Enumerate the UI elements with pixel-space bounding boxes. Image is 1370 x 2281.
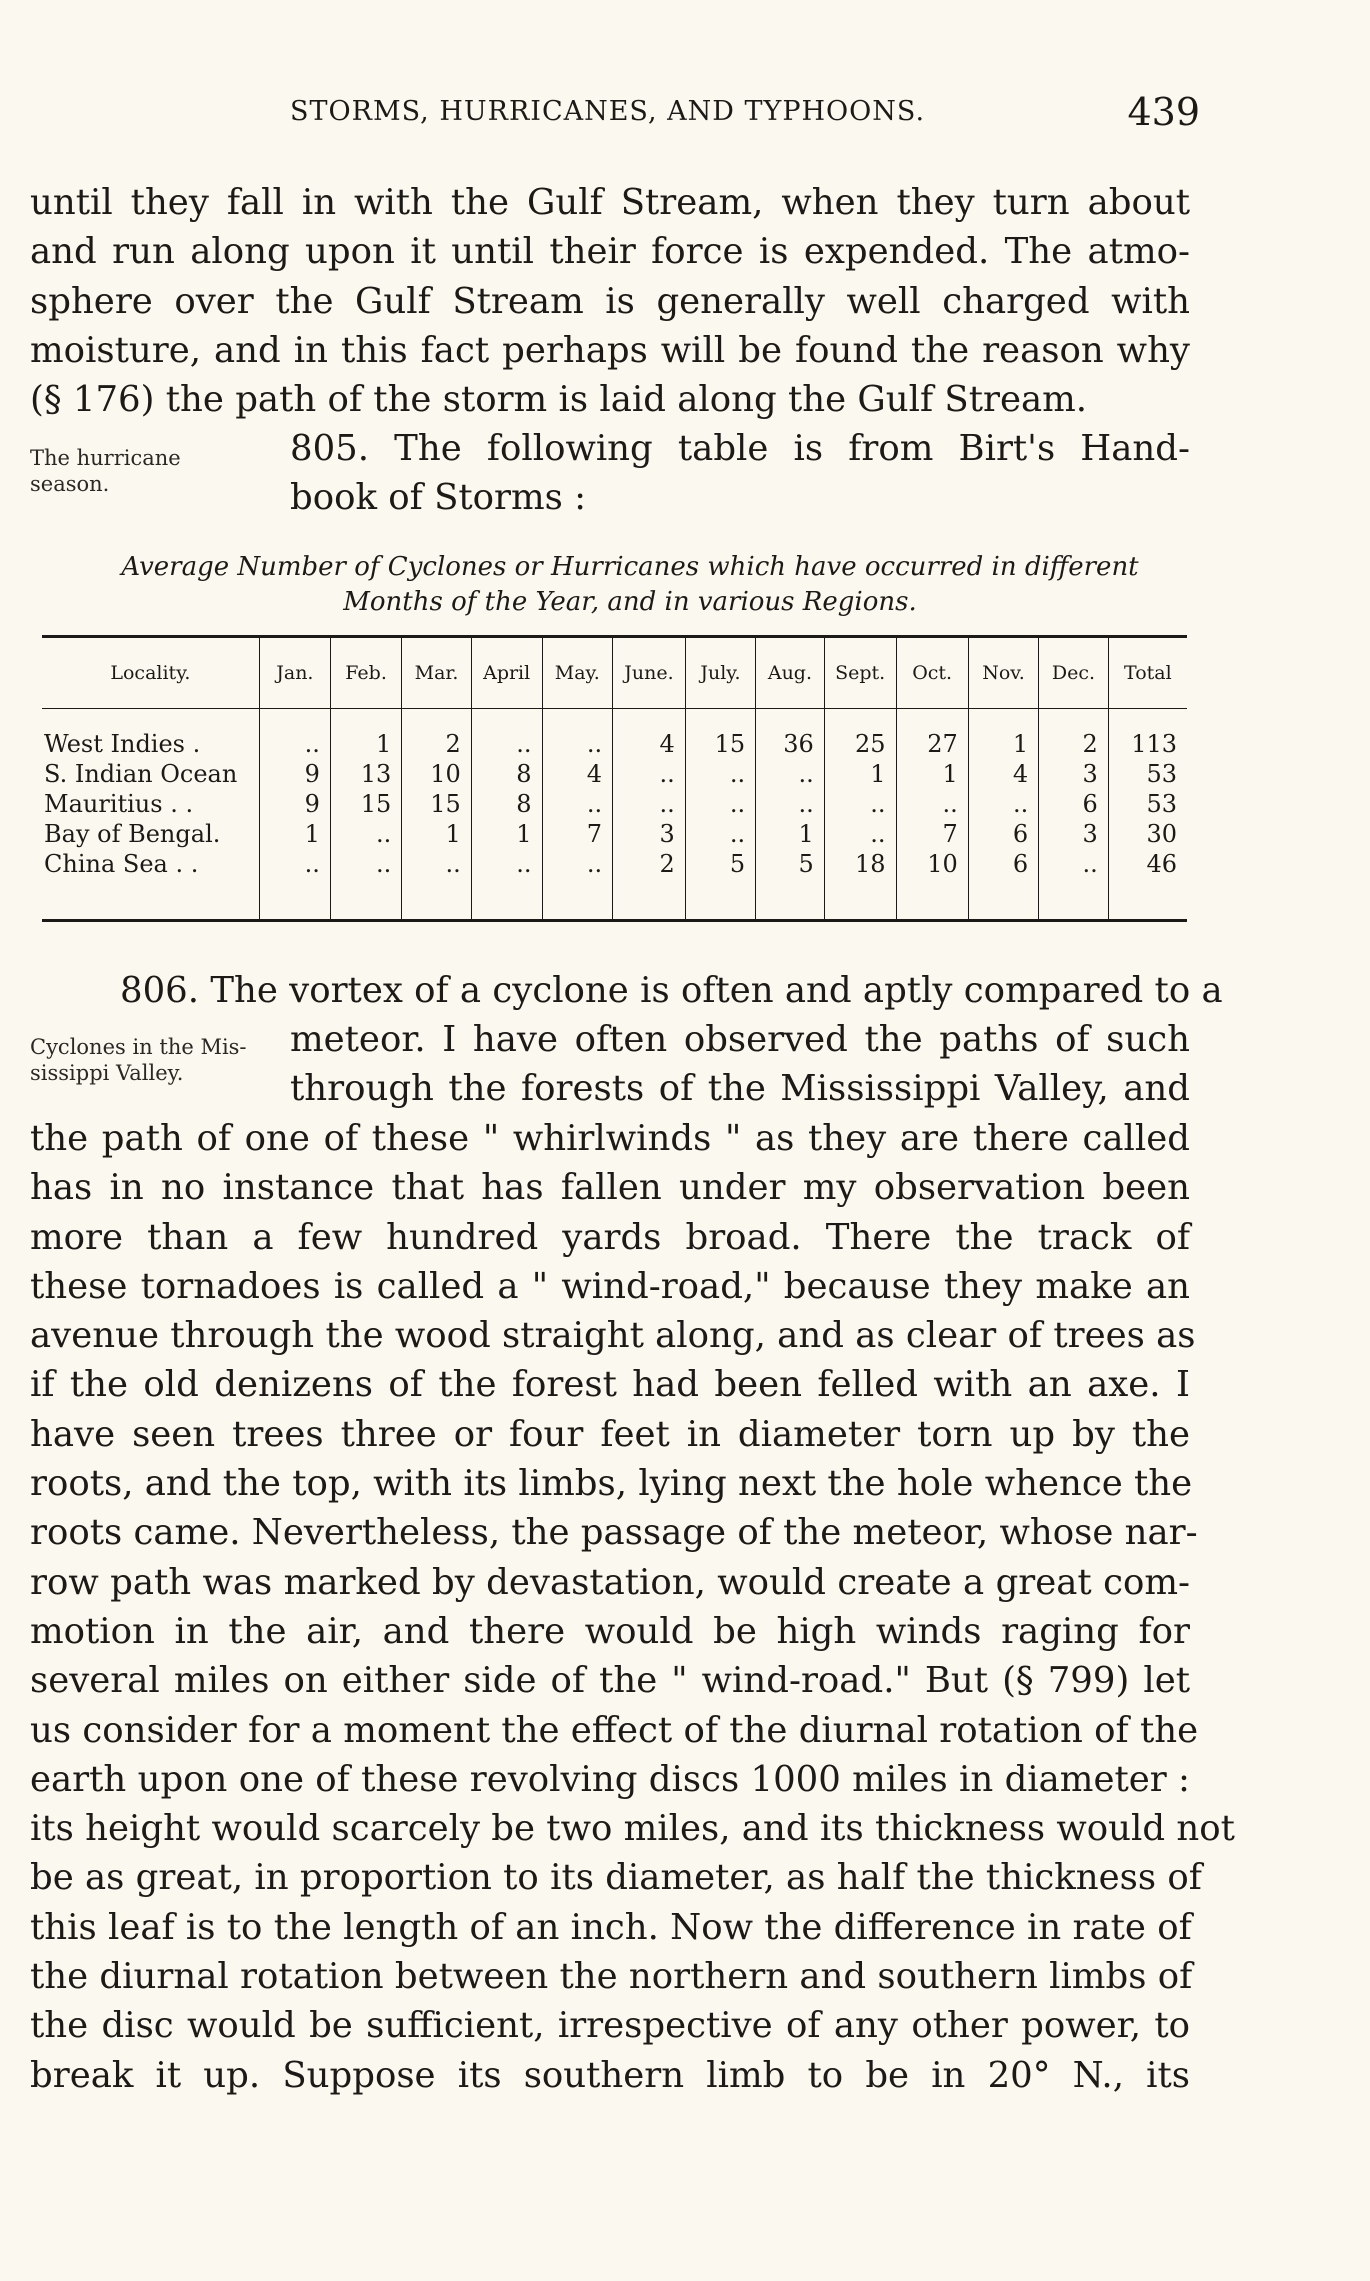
- table-cell: 9: [259, 789, 330, 819]
- text-line: and run along upon it until their force is expended. The atmo-: [30, 231, 1190, 273]
- text-line: (§ 176) the path of the storm is laid along the Gulf Stream.: [30, 379, 1088, 421]
- table-cell: ..: [685, 789, 755, 819]
- table-cell: 10: [896, 849, 968, 879]
- text-line: moisture, and in this fact perhaps will be found the reason why: [30, 329, 1190, 371]
- paragraph-806-body: [30, 1114, 1235, 2100]
- text-line: roots came. Nevertheless, the passage of the meteor, whose nar-: [30, 1512, 1198, 1554]
- column-header: July.: [685, 637, 755, 709]
- column-header: Aug.: [756, 637, 825, 709]
- column-header: Dec.: [1039, 637, 1109, 709]
- table-cell: Mauritius . .: [44, 790, 194, 818]
- table-cell: 4: [542, 759, 613, 789]
- table-cell: 4: [968, 759, 1038, 789]
- text-line: motion in the air, and there would be high winds raging for: [30, 1610, 1190, 1652]
- table-cell: 1: [402, 819, 472, 849]
- table-cell: 53: [1108, 759, 1187, 789]
- table-cell: 7: [542, 819, 613, 849]
- text-line: us consider for a moment the effect of the diurnal rotation of the: [30, 1709, 1199, 1751]
- margin-note-line: Cyclones in the Mis-: [30, 1035, 247, 1059]
- paragraph-continuation: [30, 178, 1190, 424]
- table-cell: 2: [402, 729, 472, 759]
- column-header: Mar.: [402, 637, 472, 709]
- table-cell: ..: [685, 819, 755, 849]
- table-cell: ..: [259, 729, 330, 759]
- table-row: [42, 789, 1187, 819]
- text-line: has in no instance that has fallen under my observation been: [30, 1167, 1190, 1209]
- table-cell: 3: [1039, 759, 1109, 789]
- table-cell: ..: [685, 759, 755, 789]
- table-cell: 8: [471, 789, 542, 819]
- table-spacer-row: [42, 709, 1187, 730]
- column-header: Oct.: [896, 637, 968, 709]
- text-line: break it up. Suppose its southern limb to be in 20° N., its: [30, 2054, 1190, 2096]
- table-body: [42, 709, 1187, 921]
- table-cell: 10: [402, 759, 472, 789]
- table-cell: 2: [613, 849, 686, 879]
- column-header: Locality.: [42, 637, 259, 709]
- margin-note-line: The hurricane: [30, 446, 181, 470]
- table-cell: 8: [471, 759, 542, 789]
- table-cell: 1: [330, 729, 401, 759]
- table-row: [42, 819, 1187, 849]
- table-cell: ..: [471, 849, 542, 879]
- table-cell: 2: [1039, 729, 1109, 759]
- table-cell: ..: [330, 819, 401, 849]
- text-line: sphere over the Gulf Stream is generally well charged with: [30, 280, 1190, 322]
- table-cell: ..: [613, 759, 686, 789]
- table-header-row: [42, 637, 1187, 709]
- text-line: until they fall in with the Gulf Stream, when they turn about: [30, 182, 1190, 223]
- paragraph-806-opening: [120, 966, 1223, 1015]
- table-cell: 53: [1108, 789, 1187, 819]
- table-cell: 36: [756, 729, 825, 759]
- table-cell: ..: [471, 729, 542, 759]
- text-line: 806. The vortex of a cyclone is often and aptly compared to a: [120, 970, 1223, 1011]
- table-cell: 113: [1108, 729, 1187, 759]
- table-cell: 1: [968, 729, 1038, 759]
- table-row: [42, 759, 1187, 789]
- table-cell: ..: [896, 789, 968, 819]
- table-cell: West Indies .: [44, 730, 201, 758]
- text-line: if the old denizens of the forest had been felled with an axe. I: [30, 1364, 1190, 1406]
- caption-line: Months of the Year, and in various Regions.: [343, 587, 917, 617]
- paragraph-805: [290, 424, 1190, 523]
- table-cell: ..: [402, 849, 472, 879]
- text-line: the path of one of these " whirlwinds " as they are there called: [30, 1118, 1190, 1159]
- text-line: more than a few hundred yards broad. There the track of: [30, 1216, 1190, 1258]
- table-cell: 7: [896, 819, 968, 849]
- table-cell: 25: [824, 729, 896, 759]
- table-row: [42, 849, 1187, 879]
- table-row: [42, 729, 1187, 759]
- table-cell: 4: [613, 729, 686, 759]
- margin-note-hurricane-season: [30, 445, 181, 497]
- text-line: this leaf is to the length of an inch. Now the difference in rate of: [30, 1906, 1192, 1948]
- table-cell: 15: [685, 729, 755, 759]
- column-header: June.: [613, 637, 686, 709]
- cyclone-table-wrapper: [42, 635, 1187, 922]
- column-header: Total: [1108, 637, 1187, 709]
- table-cell: ..: [330, 849, 401, 879]
- table-cell: 1: [824, 759, 896, 789]
- running-title: STORMS, HURRICANES, AND TYPHOONS.: [290, 96, 926, 127]
- table-cell: ..: [1039, 849, 1109, 879]
- text-line: these tornadoes is called a " wind-road," because they make an: [30, 1265, 1190, 1307]
- margin-note-cyclones-mississippi: [30, 1034, 247, 1086]
- text-line: row path was marked by devastation, would create a great com-: [30, 1561, 1190, 1603]
- table-cell: ..: [613, 789, 686, 819]
- table-cell: ..: [756, 789, 825, 819]
- table-cell: China Sea . .: [44, 850, 199, 878]
- table-cell: 6: [968, 819, 1038, 849]
- table-cell: 27: [896, 729, 968, 759]
- text-line: 805. The following table is from Birt's Hand-: [290, 428, 1190, 469]
- column-header: May.: [542, 637, 613, 709]
- caption-line: Average Number of Cyclones or Hurricanes which have occurred in different: [121, 552, 1139, 582]
- table-cell: 5: [756, 849, 825, 879]
- table-cell: ..: [542, 789, 613, 819]
- text-line: its height would scarcely be two miles, and its thickness would not: [30, 1808, 1235, 1850]
- cyclone-table: [42, 635, 1187, 922]
- column-header: April: [471, 637, 542, 709]
- table-cell: 18: [824, 849, 896, 879]
- text-line: book of Storms :: [290, 477, 587, 519]
- table-cell: 30: [1108, 819, 1187, 849]
- table-cell: 6: [1039, 789, 1109, 819]
- table-cell: 15: [402, 789, 472, 819]
- text-line: avenue through the wood straight along, and as clear of trees as: [30, 1315, 1196, 1357]
- table-cell: 3: [613, 819, 686, 849]
- table-cell: 3: [1039, 819, 1109, 849]
- running-head: [290, 92, 1200, 140]
- table-cell: 6: [968, 849, 1038, 879]
- table-cell: ..: [968, 789, 1038, 819]
- column-header: Jan.: [259, 637, 330, 709]
- table-cell: 1: [756, 819, 825, 849]
- text-line: through the forests of the Mississippi Valley, and: [290, 1068, 1190, 1110]
- column-header: Feb.: [330, 637, 401, 709]
- paragraph-806-indented: [290, 1015, 1190, 1114]
- table-cell: 1: [896, 759, 968, 789]
- margin-note-line: season.: [30, 472, 110, 496]
- table-cell: ..: [756, 759, 825, 789]
- column-header: Nov.: [968, 637, 1038, 709]
- table-cell: 13: [330, 759, 401, 789]
- table-caption: [80, 550, 1180, 620]
- table-cell: 1: [471, 819, 542, 849]
- text-line: have seen trees three or four feet in diameter torn up by the: [30, 1413, 1190, 1455]
- table-cell: ..: [824, 819, 896, 849]
- text-line: earth upon one of these revolving discs 1000 miles in diameter :: [30, 1758, 1190, 1800]
- table-cell: ..: [542, 849, 613, 879]
- table-cell: ..: [824, 789, 896, 819]
- table-cell: ..: [259, 849, 330, 879]
- margin-note-line: sissippi Valley.: [30, 1061, 184, 1085]
- table-cell: 1: [259, 819, 330, 849]
- table-cell: 5: [685, 849, 755, 879]
- table-cell: 9: [259, 759, 330, 789]
- table-end-row: [42, 879, 1187, 921]
- table-cell: Bay of Bengal.: [44, 820, 221, 848]
- table-cell: S. Indian Ocean: [44, 760, 238, 788]
- text-line: be as great, in proportion to its diameter, as half the thickness of: [30, 1857, 1202, 1899]
- text-line: roots, and the top, with its limbs, lying next the hole whence the: [30, 1463, 1193, 1505]
- table-cell: 46: [1108, 849, 1187, 879]
- text-line: the disc would be sufficient, irrespective of any other power, to: [30, 2005, 1190, 2047]
- table-cell: ..: [542, 729, 613, 759]
- text-line: several miles on either side of the " wind-road." But (§ 799) let: [30, 1660, 1190, 1702]
- text-line: meteor. I have often observed the paths of such: [290, 1019, 1190, 1060]
- page-number: 439: [1127, 90, 1200, 134]
- table-cell: 15: [330, 789, 401, 819]
- text-line: the diurnal rotation between the northern and southern limbs of: [30, 1956, 1193, 1998]
- column-header: Sept.: [824, 637, 896, 709]
